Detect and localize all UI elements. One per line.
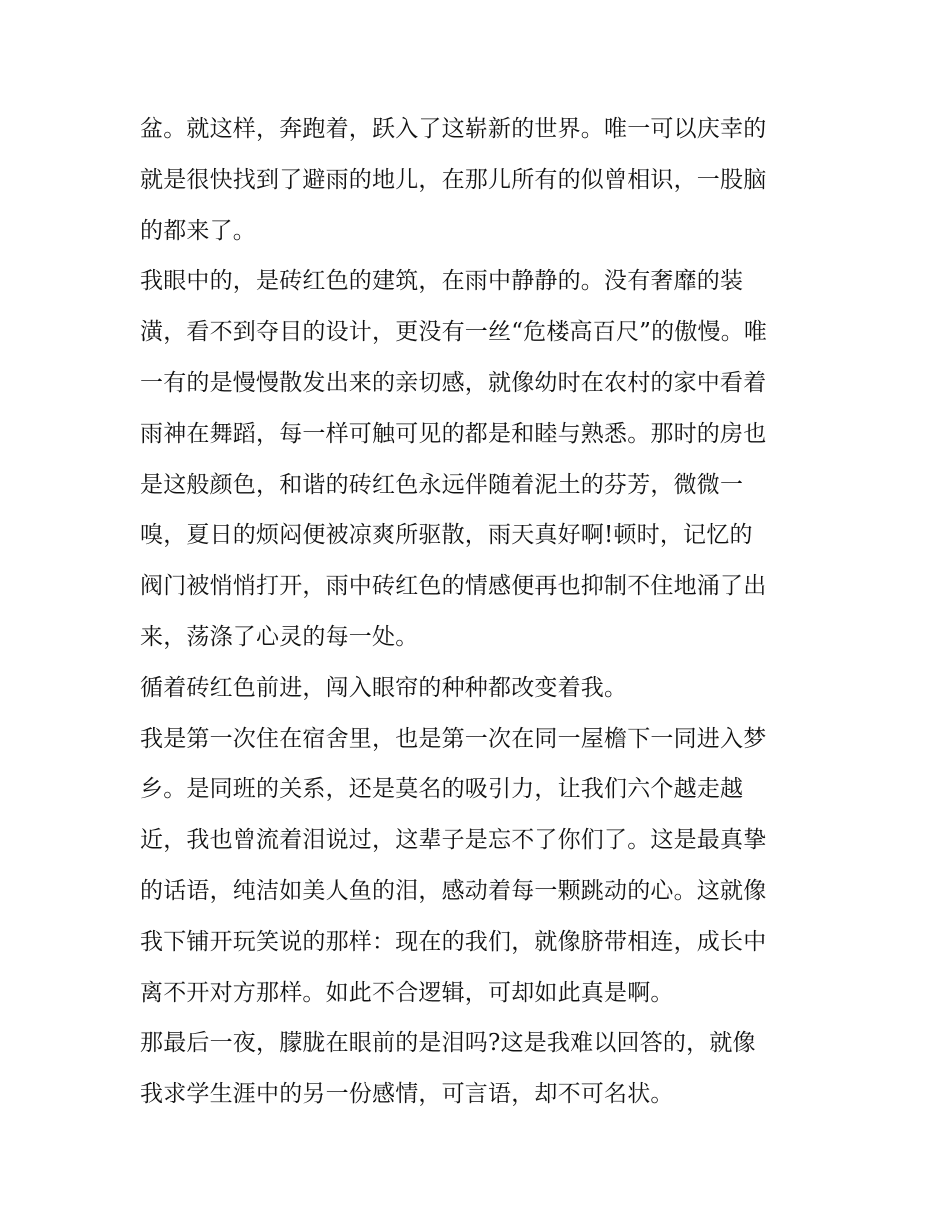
text-line: 我下铺开玩笑说的那样：现在的我们，就像脐带相连，成长中 bbox=[140, 928, 767, 955]
text-line: 阀门被悄悄打开，雨中砖红色的情感便再也抑制不住地涌了出 bbox=[140, 573, 767, 600]
text-line: 离不开对方那样。如此不合逻辑，可却如此真是啊。 bbox=[140, 979, 674, 1006]
text-line: 盆。就这样，奔跑着，跃入了这崭新的世界。唯一可以庆幸的 bbox=[140, 116, 767, 142]
text-line: 的话语，纯洁如美人鱼的泪，感动着每一颗跳动的心。这就像 bbox=[140, 877, 767, 904]
text-line: 雨神在舞蹈，每一样可触可见的都是和睦与熟悉。那时的房也 bbox=[140, 420, 767, 447]
document-body bbox=[140, 104, 812, 1120]
text-line: 来，荡涤了心灵的每一处。 bbox=[140, 623, 419, 650]
text-line: 乡。是同班的关系，还是莫名的吸引力，让我们六个越走越 bbox=[140, 776, 744, 803]
text-line: 的都来了。 bbox=[140, 217, 256, 244]
text-line: 近，我也曾流着泪说过，这辈子是忘不了你们了。这是最真挚 bbox=[140, 827, 767, 854]
text-line: 我求学生涯中的另一份感情，可言语，却不可名状。 bbox=[140, 1081, 674, 1108]
text-line: 潢，看不到夺目的设计，更没有一丝“危楼高百尺”的傲慢。唯 bbox=[140, 319, 768, 346]
text-line: 是这般颜色，和谐的砖红色永远伴随着泥土的芬芳，微微一 bbox=[140, 471, 744, 498]
text-line: 那最后一夜，朦胧在眼前的是泪吗?这是我难以回答的，就像 bbox=[140, 1030, 756, 1057]
text-line: 我眼中的，是砖红色的建筑，在雨中静静的。没有奢靡的装 bbox=[140, 268, 744, 295]
text-line: 循着砖红色前进，闯入眼帘的种种都改变着我。 bbox=[140, 674, 628, 701]
text-line: 我是第一次住在宿舍里，也是第一次在同一屋檐下一同进入梦 bbox=[140, 725, 767, 752]
text-line: 嗅，夏日的烦闷便被凉爽所驱散，雨天真好啊!顿时，记忆的 bbox=[140, 522, 753, 549]
text-line: 一有的是慢慢散发出来的亲切感，就像幼时在农村的家中看着 bbox=[140, 369, 767, 396]
text-line: 就是很快找到了避雨的地儿，在那儿所有的似曾相识，一股脑 bbox=[140, 166, 767, 193]
